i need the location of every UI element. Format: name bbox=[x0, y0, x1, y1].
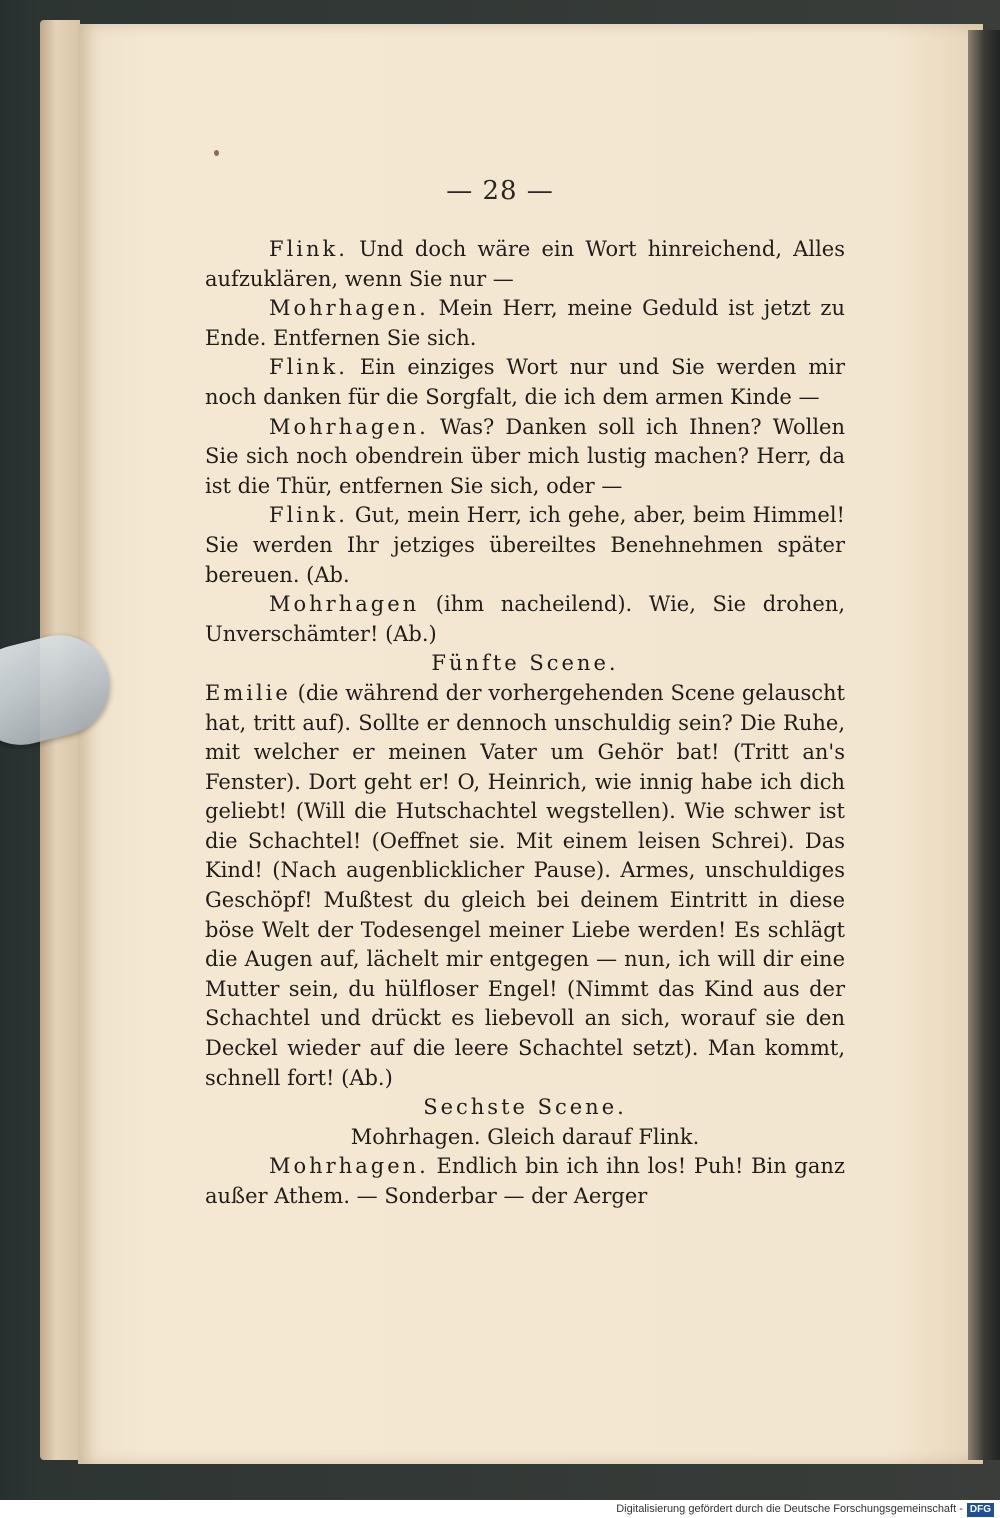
speaker-name: Mohrhagen. bbox=[269, 414, 429, 439]
scene-cast: Mohrhagen. Gleich darauf Flink. bbox=[350, 1124, 700, 1149]
dialogue-text: Mein Herr, meine Geduld ist jetzt zu Ende. Entfernen Sie sich. bbox=[205, 296, 845, 350]
dialogue-text: Endlich bin ich ihn los! Puh! Bin ganz außer Athem. — Sonderbar — der Aerger bbox=[205, 1154, 845, 1208]
book-spine bbox=[968, 30, 1000, 1460]
speaker-name: Mohrhagen. bbox=[269, 296, 429, 321]
dialogue-paragraph bbox=[205, 353, 845, 412]
scene-heading: Sechste Scene. bbox=[423, 1095, 627, 1120]
dialogue-paragraph bbox=[205, 294, 845, 353]
dialogue-text: Und doch wäre ein Wort hinreichend, Alles aufzuklären, wenn Sie nur — bbox=[205, 237, 845, 291]
dialogue-paragraph bbox=[205, 413, 845, 502]
dialogue-text: (ihm nacheilend). Wie, Sie drohen, Unverschämter! (Ab.) bbox=[205, 592, 845, 646]
dialogue-text: Was? Danken soll ich Ihnen? Wollen Sie sich noch obendrein über mich lustig machen? Herr, da ist die Thür, entfernen Sie sich, oder — bbox=[205, 414, 845, 498]
speaker-name: Mohrhagen. bbox=[269, 1154, 429, 1179]
dfg-logo: DFG bbox=[967, 1503, 994, 1517]
dialogue-text: Gut, mein Herr, ich gehe, aber, beim Himmel! Sie werden Ihr jetziges übereiltes Benehnehmen später bereuen. (Ab. bbox=[205, 503, 845, 587]
dialogue-paragraph bbox=[205, 590, 845, 649]
paper-speck bbox=[214, 150, 219, 156]
dialogue-paragraph bbox=[205, 679, 845, 1093]
speaker-name: Mohrhagen bbox=[269, 592, 420, 617]
speaker-name: Flink. bbox=[269, 503, 348, 528]
speaker-name: Flink. bbox=[269, 355, 348, 380]
digitization-footer bbox=[0, 1500, 1000, 1518]
dialogue-text: Ein einziges Wort nur und Sie werden mir noch danken für die Sorgfalt, die ich dem armen Kinde — bbox=[205, 355, 845, 409]
page-number: — 28 — bbox=[446, 176, 554, 206]
footer-text: Digitalisierung gefördert durch die Deutsche Forschungsgemeinschaft - bbox=[616, 1503, 963, 1515]
dialogue-paragraph bbox=[205, 501, 845, 590]
page-text bbox=[205, 235, 845, 1212]
dialogue-text: (die während der vorhergehenden Scene gelauscht hat, tritt auf). Sollte er dennoch unschuldig sein? Die Ruhe, mit welcher er meinen Vater um Gehör bat! (Tritt an's Fenster). Dort geht er! O, Heinrich, wie innig habe ich dich geliebt! (Will die Hutschachtel wegstellen). Wie schwer ist die Schachtel! (Oeffnet sie. Mit einem leisen Schrei). Das Kind! (Nach augenblicklicher Pause). Armes, unschuldiges Geschöpf! Mußtest du gleich bei deinem Eintritt in diese böse Welt der Todesengel meiner Liebe werden! Es schlägt die Augen auf, lächelt mir entgegen — nun, ich will dir eine Mutter sein, du hülfloser Engel! (Nimmt das Kind aus der Schachtel und drückt es liebevoll an sich, worauf sie den Deckel wieder auf die leere Schachtel setzt). Man kommt, schnell fort! (Ab.) bbox=[205, 680, 845, 1090]
dialogue-paragraph bbox=[205, 1152, 845, 1211]
scene-heading: Fünfte Scene. bbox=[431, 651, 619, 676]
speaker-name: Emilie bbox=[205, 680, 291, 705]
dialogue-paragraph bbox=[205, 235, 845, 294]
speaker-name: Flink. bbox=[269, 237, 348, 261]
